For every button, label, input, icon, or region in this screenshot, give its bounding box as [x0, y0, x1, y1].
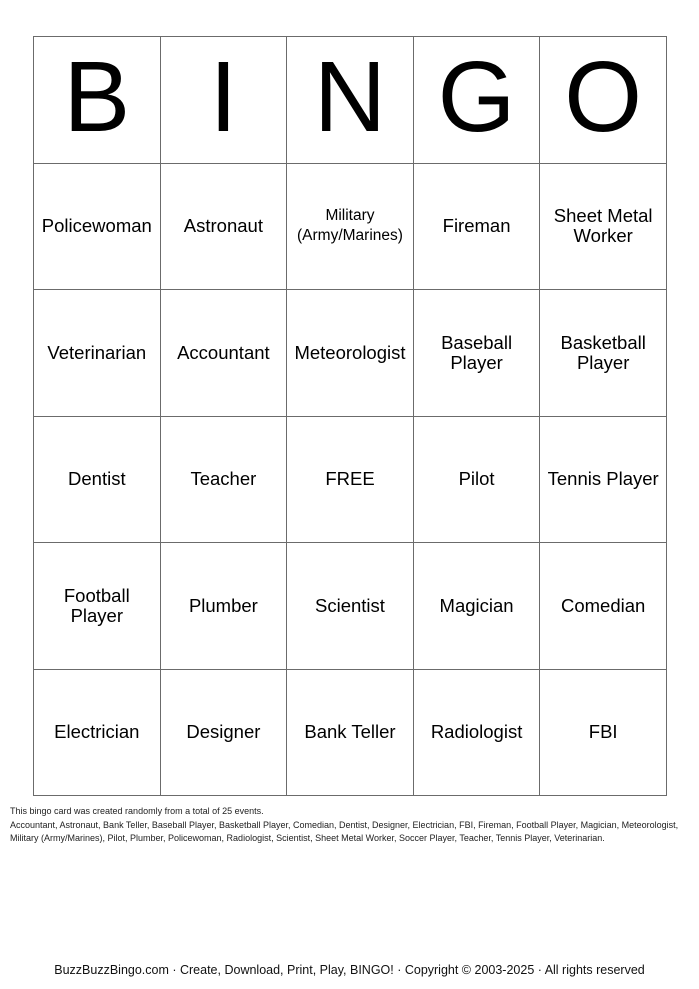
- header-letter-g: G: [413, 37, 540, 164]
- free-space-cell: FREE: [287, 416, 414, 543]
- bingo-cell: Basketball Player: [540, 290, 667, 417]
- header-letter-n: N: [287, 37, 414, 164]
- bingo-cell: Electrician: [34, 669, 161, 796]
- bingo-cell: Astronaut: [160, 163, 287, 290]
- bingo-cell: Dentist: [34, 416, 161, 543]
- bingo-cell: Bank Teller: [287, 669, 414, 796]
- header-letter-b: B: [34, 37, 161, 164]
- header-letter-o: O: [540, 37, 667, 164]
- card-row: [34, 290, 667, 417]
- header-letter-i: I: [160, 37, 287, 164]
- page-footer: BuzzBuzzBingo.com · Create, Download, Print, Play, BINGO! · Copyright © 2003-2025 · All rights reserved: [54, 963, 645, 977]
- bingo-cell: Policewoman: [34, 163, 161, 290]
- footnote-events-list: Accountant, Astronaut, Bank Teller, Baseball Player, Basketball Player, Comedian, Dentist, Designer, Electrician, FBI, Fireman, Football Player, Magician, Meteorologist, Military (Army/Marines), Pilot, Plumber, Policewoman, Radiologist, Scientist, Sheet Metal Worker, Soccer Player, Teacher, Tennis Player, Veterinarian.: [10, 819, 679, 843]
- card-footnote: [10, 805, 690, 846]
- bingo-cell: Military (Army/Marines): [287, 163, 414, 290]
- bingo-cell: Sheet Metal Worker: [540, 163, 667, 290]
- header-row: [34, 37, 667, 164]
- bingo-cell: Meteorologist: [287, 290, 414, 417]
- bingo-cell: Scientist: [287, 543, 414, 670]
- card-row: [34, 416, 667, 543]
- bingo-cell: Football Player: [34, 543, 161, 670]
- bingo-cell: Accountant: [160, 290, 287, 417]
- card-row: [34, 669, 667, 796]
- bingo-cell: Comedian: [540, 543, 667, 670]
- bingo-cell: Designer: [160, 669, 287, 796]
- bingo-cell: Radiologist: [413, 669, 540, 796]
- bingo-cell: Pilot: [413, 416, 540, 543]
- bingo-cell: Baseball Player: [413, 290, 540, 417]
- card-row: [34, 543, 667, 670]
- footnote-summary: This bingo card was created randomly from a total of 25 events.: [10, 806, 264, 816]
- card-row: [34, 163, 667, 290]
- bingo-card: [33, 36, 667, 796]
- bingo-cell: Fireman: [413, 163, 540, 290]
- bingo-cell: FBI: [540, 669, 667, 796]
- bingo-cell: Tennis Player: [540, 416, 667, 543]
- bingo-cell: Veterinarian: [34, 290, 161, 417]
- bingo-cell: Teacher: [160, 416, 287, 543]
- bingo-cell: Plumber: [160, 543, 287, 670]
- bingo-cell: Magician: [413, 543, 540, 670]
